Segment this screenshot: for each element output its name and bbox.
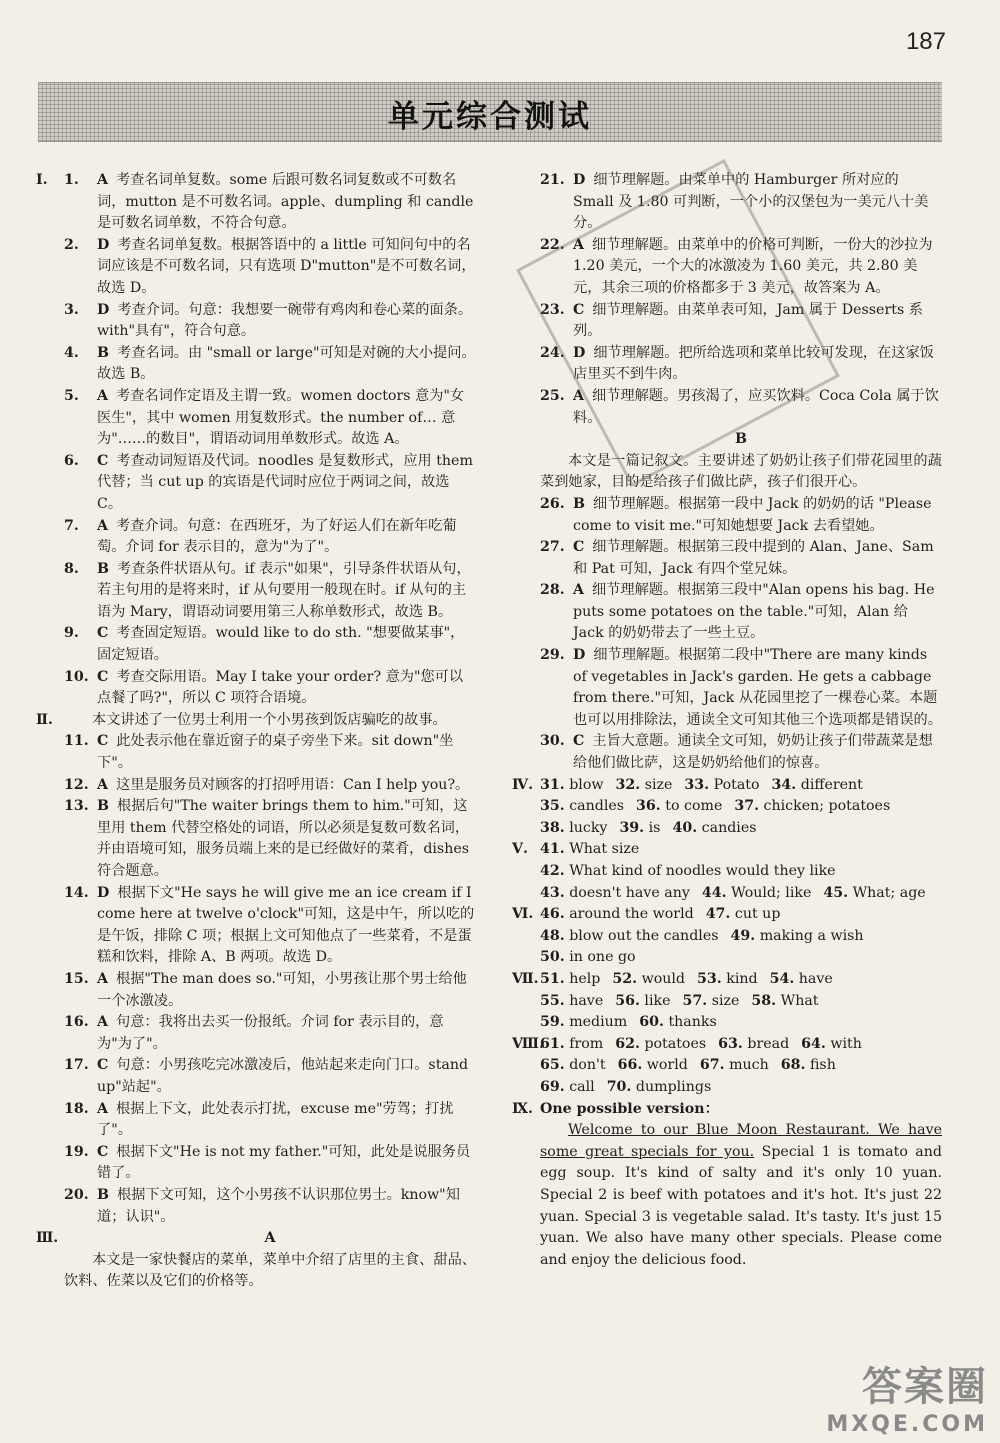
section-numeral: Ⅱ.	[36, 711, 53, 728]
left-column	[36, 170, 476, 1293]
answer-letter: A	[97, 1014, 109, 1031]
answer-item	[36, 386, 476, 451]
answer-line	[512, 861, 942, 883]
answer-item	[512, 343, 942, 386]
answer-letter: A	[573, 236, 585, 253]
answer-letter: D	[573, 172, 586, 188]
answer-line	[512, 883, 942, 905]
item-number: 48.	[540, 927, 565, 944]
fill-answer: making a wish	[759, 927, 864, 944]
fill-answer: call	[569, 1078, 595, 1095]
item-number: 45.	[823, 884, 849, 901]
fill-answer: have	[569, 992, 604, 1009]
item-number: 47.	[705, 906, 731, 923]
fill-answer: lucky	[569, 819, 608, 836]
item-explanation: 考查名词单复数。根据答语中的 a little 可知问句中的名词应该是不可数名词，只有选项 D"mutton"是不可数名词，故选 D。	[97, 236, 476, 296]
item-number: 41.	[540, 841, 565, 858]
fill-answer: different	[800, 776, 863, 793]
answer-item	[512, 386, 942, 429]
item-number: 8.	[64, 560, 79, 577]
answer-letter: A	[97, 517, 109, 534]
item-number: 21.	[540, 172, 565, 188]
answer-item	[512, 731, 942, 774]
item-number: 2.	[64, 236, 79, 253]
essay-heading	[512, 1099, 942, 1121]
answer-letter: B	[573, 495, 585, 512]
item-number: 13.	[64, 798, 89, 815]
fill-answer: with	[830, 1035, 862, 1052]
answer-letter: A	[97, 776, 109, 793]
title-band	[38, 82, 942, 142]
passage-heading	[512, 429, 942, 451]
item-number: 31.	[540, 776, 565, 793]
answer-item	[36, 1055, 476, 1098]
item-explanation: 考查介词。句意：我想要一碗带有鸡肉和卷心菜的面条。with"具有"，符合句意。	[97, 301, 473, 340]
answer-letter: A	[97, 387, 109, 404]
item-number: 9.	[64, 625, 79, 642]
answer-letter: A	[573, 582, 585, 599]
item-explanation: 细节理解题。由菜单中的价格可判断，一份大的沙拉为 1.20 美元，一个大的冰激凌为 1.60 美元，共 2.80 美元，其余三项的价格都多于 3 美元，故答案为 A。	[573, 236, 933, 296]
item-number: 10.	[64, 668, 89, 685]
answer-item	[512, 170, 942, 235]
item-number: 43.	[540, 884, 565, 901]
item-number: 33.	[684, 776, 710, 793]
answer-item	[36, 623, 476, 666]
item-number: 30.	[540, 733, 565, 750]
passage-text: 本文是一家快餐店的菜单，菜单中介绍了店里的主食、甜品、饮料、佐菜以及它们的价格等。	[64, 1251, 476, 1290]
passage-intro	[36, 1250, 476, 1293]
fill-answer: blow out the candles	[569, 927, 719, 944]
item-explanation: 根据下文"He is not my father."可知，此处是说服务员错了。	[97, 1143, 471, 1182]
item-explanation: 细节理解题。由菜单表可知，Jam 属于 Desserts 系列。	[573, 301, 923, 340]
item-number: 26.	[540, 495, 565, 512]
item-explanation: 考查动词短语及代词。noodles 是复数形式，应用 them 代替；当 cut up 的宾语是代词时应位于两词之间，故选 C。	[97, 452, 473, 512]
item-number: 57.	[682, 992, 708, 1009]
answer-line	[512, 1034, 942, 1056]
watermark-logo: 答案圈	[862, 1364, 988, 1410]
item-number: 6.	[64, 452, 79, 469]
item-number: 27.	[540, 539, 565, 556]
item-number: 52.	[612, 970, 638, 987]
answer-item	[36, 451, 476, 516]
answer-item	[512, 537, 942, 580]
item-number: 56.	[615, 992, 640, 1009]
fill-answer: help	[569, 970, 601, 987]
passage-letter: B	[735, 431, 747, 448]
fill-answer: size	[711, 992, 740, 1009]
answer-item	[36, 969, 476, 1012]
answer-line	[512, 818, 942, 840]
item-explanation: 句意：我将出去买一份报纸。介词 for 表示目的，意为"为了"。	[97, 1014, 444, 1052]
item-explanation: 句意：小男孩吃完冰激凌后，他站起来走向门口。stand up"站起"。	[97, 1057, 469, 1095]
fill-answer: size	[644, 776, 673, 793]
item-number: 1.	[64, 172, 79, 188]
answer-item	[36, 1142, 476, 1185]
passage-intro	[36, 710, 476, 732]
passage-heading	[36, 1228, 476, 1250]
fill-answer: from	[569, 1035, 604, 1052]
answer-letter: C	[97, 733, 109, 750]
item-number: 59.	[540, 1014, 565, 1031]
answer-letter: C	[97, 668, 109, 685]
item-number: 7.	[64, 517, 79, 534]
right-column	[512, 170, 942, 1271]
item-number: 58.	[751, 992, 777, 1009]
item-number: 3.	[64, 301, 79, 318]
answer-line	[512, 839, 942, 861]
item-number: 46.	[540, 906, 565, 923]
item-number: 18.	[64, 1100, 89, 1117]
answer-letter: A	[97, 970, 109, 987]
section-numeral: Ⅳ.	[512, 776, 534, 793]
item-number: 28.	[540, 582, 565, 599]
answer-letter: C	[573, 301, 585, 318]
fill-answer: blow	[569, 776, 604, 793]
page-number: 187	[905, 28, 946, 55]
answer-letter: B	[97, 798, 109, 815]
item-number: 24.	[540, 344, 565, 361]
answer-line	[512, 991, 942, 1013]
section-numeral: Ⅵ.	[512, 906, 534, 923]
answer-line	[512, 796, 942, 818]
page-title: 单元综合测试	[388, 99, 592, 135]
essay-label: One possible version：	[540, 1100, 719, 1117]
fill-answer: in one go	[569, 949, 636, 966]
answer-line	[512, 947, 942, 969]
passage-text: 本文讲述了一位男士利用一个小男孩到饭店骗吃的故事。	[92, 711, 447, 728]
section-numeral: Ⅴ.	[512, 841, 528, 858]
fill-answer: world	[646, 1057, 688, 1074]
fill-answer: What kind of noodles would they like	[569, 863, 836, 879]
item-number: 66.	[617, 1057, 643, 1074]
fill-answer: What size	[569, 841, 640, 858]
item-number: 39.	[619, 819, 645, 836]
item-explanation: 考查名词作定语及主谓一致。women doctors 意为"女医生"，其中 women 用复数形式。the number of… 意为"……的数目"，谓语动词用单数形式。故选 A。	[97, 387, 465, 448]
answer-item	[36, 343, 476, 386]
section-numeral: Ⅸ.	[512, 1100, 533, 1117]
fill-answer: cut up	[734, 906, 781, 923]
item-explanation: 细节理解题。由菜单中的 Hamburger 所对应的 Small 及 1.80 可判断，一个小的汉堡包为一美元八十美分。	[573, 172, 929, 232]
item-number: 12.	[64, 776, 89, 793]
fill-answer: have	[798, 970, 833, 987]
item-number: 54.	[769, 970, 795, 987]
item-number: 34.	[771, 776, 797, 793]
answer-item	[36, 516, 476, 559]
answer-line	[512, 969, 942, 991]
item-explanation: 考查名词。由 "small or large"可知是对碗的大小提问。故选 B。	[97, 344, 476, 383]
answer-letter: A	[97, 1100, 109, 1117]
item-number: 17.	[64, 1057, 89, 1074]
item-number: 11.	[64, 733, 89, 750]
answer-letter: B	[97, 344, 109, 361]
answer-item	[36, 1185, 476, 1228]
item-number: 14.	[64, 884, 89, 901]
fill-answer: fish	[809, 1057, 836, 1074]
answer-line	[512, 1077, 942, 1099]
item-explanation: 这里是服务员对顾客的打招呼用语：Can I help you?。	[116, 776, 470, 793]
answer-item	[512, 300, 942, 343]
item-number: 15.	[64, 970, 89, 987]
fill-answer: kind	[726, 970, 758, 987]
item-number: 42.	[540, 863, 565, 879]
item-number: 55.	[540, 992, 565, 1009]
item-number: 65.	[540, 1057, 565, 1074]
answer-item	[36, 731, 476, 774]
fill-answer: What; age	[852, 884, 926, 901]
answer-letter: B	[97, 560, 109, 577]
item-explanation: 细节理解题。男孩渴了，应买饮料。Coca Cola 属于饮料。	[573, 387, 939, 426]
answer-letter: B	[97, 1186, 109, 1203]
answer-letter: C	[97, 452, 109, 469]
item-explanation: 根据后句"The waiter brings them to him."可知，这里用 them 代替空格处的词语，所以必须是复数可数名词，并由语境可知，服务员端上来的是已经做好的菜肴，dishes 符合题意。	[97, 798, 470, 879]
item-explanation: 考查介词。句意：在西班牙，为了好运人们在新年吃葡萄。介词 for 表示目的，意为"为了"。	[97, 517, 457, 556]
passage-letter: A	[264, 1230, 276, 1247]
item-number: 61.	[540, 1035, 565, 1052]
item-explanation: 根据下文"He says he will give me an ice cream if I come here at twelve o'clock"可知，这是中午，所以吃的是午饭，排除 C 项；根据上文可知他点了一些菜肴，不是蛋糕和饮料，排除 A、B 两项。故选 D。	[97, 884, 475, 966]
answer-item	[36, 559, 476, 624]
watermark	[826, 1355, 988, 1437]
item-number: 63.	[718, 1035, 743, 1052]
fill-answer: would	[641, 970, 686, 987]
fill-answer: chicken; potatoes	[763, 798, 891, 815]
answer-letter: C	[97, 625, 109, 642]
fill-answer: is	[648, 819, 661, 836]
essay-rest: Special 1 is tomato and egg soup. It's kind of salty and it's only 10 yuan. Special 2 is beef with potatoes and it's hot. It's just 22 yuan. Special 3 is vegetable salad. It's tasty. It's just 15 yuan. We also have many other specials. Please come and enjoy the delicious food.	[540, 1143, 942, 1268]
item-explanation: 细节理解题。把所给选项和菜单比较可发现，在这家饭店里买不到牛肉。	[573, 344, 934, 383]
item-number: 69.	[540, 1078, 565, 1095]
item-explanation: 根据"The man does so."可知，小男孩让那个男士给他一个冰激凌。	[97, 970, 467, 1009]
answer-letter: D	[573, 344, 586, 361]
item-explanation: 主旨大意题。通读全文可知，奶奶让孩子们带蔬菜是想给他们做比萨，这是奶奶给他们的惊喜。	[573, 733, 933, 772]
answer-line	[512, 1055, 942, 1077]
fill-answer: thanks	[668, 1014, 717, 1031]
item-number: 5.	[64, 387, 79, 404]
answer-letter: D	[573, 647, 586, 664]
answer-letter: C	[97, 1057, 109, 1074]
item-number: 16.	[64, 1014, 89, 1031]
fill-answer: doesn't have any	[569, 884, 690, 901]
fill-answer: medium	[569, 1014, 628, 1031]
fill-answer: Potato	[713, 776, 760, 793]
passage-intro	[512, 451, 942, 494]
item-number: 70.	[606, 1078, 632, 1095]
section-numeral: Ⅰ.	[36, 172, 48, 188]
fill-answer: What	[780, 992, 819, 1009]
item-number: 32.	[615, 776, 641, 793]
answer-item	[36, 235, 476, 300]
item-number: 60.	[639, 1014, 664, 1031]
item-number: 38.	[540, 819, 565, 836]
item-number: 51.	[540, 970, 565, 987]
item-number: 20.	[64, 1186, 89, 1203]
item-explanation: 此处表示他在靠近窗子的桌子旁坐下来。sit down"坐下"。	[97, 733, 454, 772]
fill-answer: candles	[569, 798, 625, 815]
item-number: 68.	[780, 1057, 806, 1074]
item-number: 35.	[540, 798, 565, 815]
fill-answer: Would; like	[731, 884, 812, 901]
fill-answer: potatoes	[644, 1035, 707, 1052]
fill-answer: bread	[747, 1035, 790, 1052]
answer-item	[512, 645, 942, 731]
item-explanation: 细节理解题。根据第二段中"There are many kinds of vegetables in Jack's garden. He gets a cabbage from there."可知，Jack 从花园里挖了一棵卷心菜。本题也可以用排除法，通读全文可知其他三个选项都是错误的。	[573, 647, 942, 728]
item-number: 44.	[701, 884, 727, 901]
answer-line	[512, 926, 942, 948]
item-explanation: 细节理解题。根据第一段中 Jack 的奶奶的话 "Please come to visit me."可知她想要 Jack 去看望她。	[573, 495, 932, 534]
answer-item	[36, 796, 476, 882]
answer-line	[512, 775, 942, 797]
fill-answer: to come	[665, 798, 723, 815]
passage-text: 本文是一篇记叙文。主要讲述了奶奶让孩子们带花园里的蔬菜到她家，目的是给孩子们做比萨，孩子们很开心。	[540, 452, 942, 491]
item-explanation: 考查条件状语从句。if 表示"如果"，引导条件状语从句，若主句用的是将来时，if 从句要用一般现在时。if 从句的主语为 Mary，谓语动词要用第三人称单数形式，故选 B。	[97, 560, 471, 620]
answer-letter: D	[97, 236, 110, 253]
item-explanation: 根据下文可知，这个小男孩不认识那位男士。know"知道；认识"。	[97, 1186, 460, 1225]
item-number: 67.	[699, 1057, 725, 1074]
item-number: 62.	[615, 1035, 640, 1052]
section-numeral: Ⅷ.	[512, 1035, 544, 1052]
answer-letter: C	[573, 733, 585, 750]
item-number: 50.	[540, 949, 565, 966]
answer-item	[36, 170, 476, 235]
item-number: 49.	[730, 927, 756, 944]
item-number: 4.	[64, 344, 79, 361]
item-number: 23.	[540, 301, 565, 318]
answer-letter: D	[97, 301, 110, 318]
item-number: 36.	[636, 798, 661, 815]
answer-item	[512, 235, 942, 300]
answer-item	[512, 494, 942, 537]
answer-item	[36, 1099, 476, 1142]
item-number: 22.	[540, 236, 565, 253]
answer-item	[36, 1012, 476, 1055]
answer-letter: A	[573, 387, 585, 404]
watermark-url: MXQE.COM	[826, 1412, 988, 1437]
answer-line	[512, 1012, 942, 1034]
item-explanation: 考查固定短语。would like to do sth. "想要做某事"，固定短语。	[97, 625, 465, 664]
item-explanation: 考查交际用语。May I take your order? 意为"您可以点餐了吗?"，所以 C 项符合语境。	[97, 668, 464, 707]
answer-item	[36, 775, 476, 797]
item-explanation: 细节理解题。根据第三段中提到的 Alan、Jane、Sam 和 Pat 可知，Jack 有四个堂兄妹。	[573, 539, 934, 577]
item-explanation: 细节理解题。根据第三段中"Alan opens his bag. He puts some potatoes on the table."可知，Alan 给 Jack 的奶奶带去了一些土豆。	[573, 582, 935, 642]
answer-letter: C	[573, 539, 585, 556]
fill-answer: around the world	[569, 906, 694, 923]
essay-first-sentence: Welcome to our Blue Moon Restaurant. We have some great specials for you.	[540, 1122, 942, 1160]
item-number: 19.	[64, 1143, 89, 1160]
item-number: 25.	[540, 387, 565, 404]
fill-answer: don't	[569, 1057, 606, 1074]
item-number: 53.	[697, 970, 722, 987]
answer-letter: A	[97, 172, 109, 188]
item-number: 37.	[734, 798, 760, 815]
answer-item	[36, 883, 476, 969]
essay-body	[512, 1120, 942, 1271]
fill-answer: much	[729, 1057, 769, 1074]
answer-letter: D	[97, 884, 110, 901]
item-number: 64.	[801, 1035, 826, 1052]
fill-answer: candies	[701, 819, 757, 836]
item-explanation: 根据上下文，此处表示打扰，excuse me"劳驾；打扰了"。	[97, 1100, 454, 1139]
answer-item	[36, 300, 476, 343]
answer-letter: C	[97, 1143, 109, 1160]
fill-answer: like	[644, 992, 671, 1009]
item-explanation: 考查名词单复数。some 后跟可数名词复数或不可数名词，mutton 是不可数名词。apple、dumpling 和 candle 是可数名词单数，不符合句意。	[97, 172, 474, 232]
answer-item	[36, 667, 476, 710]
answer-item	[512, 580, 942, 645]
answer-line	[512, 904, 942, 926]
item-number: 40.	[672, 819, 698, 836]
section-numeral: Ⅶ.	[512, 970, 539, 987]
section-numeral: Ⅲ.	[36, 1230, 59, 1247]
fill-answer: dumplings	[635, 1078, 712, 1095]
item-number: 29.	[540, 647, 565, 664]
